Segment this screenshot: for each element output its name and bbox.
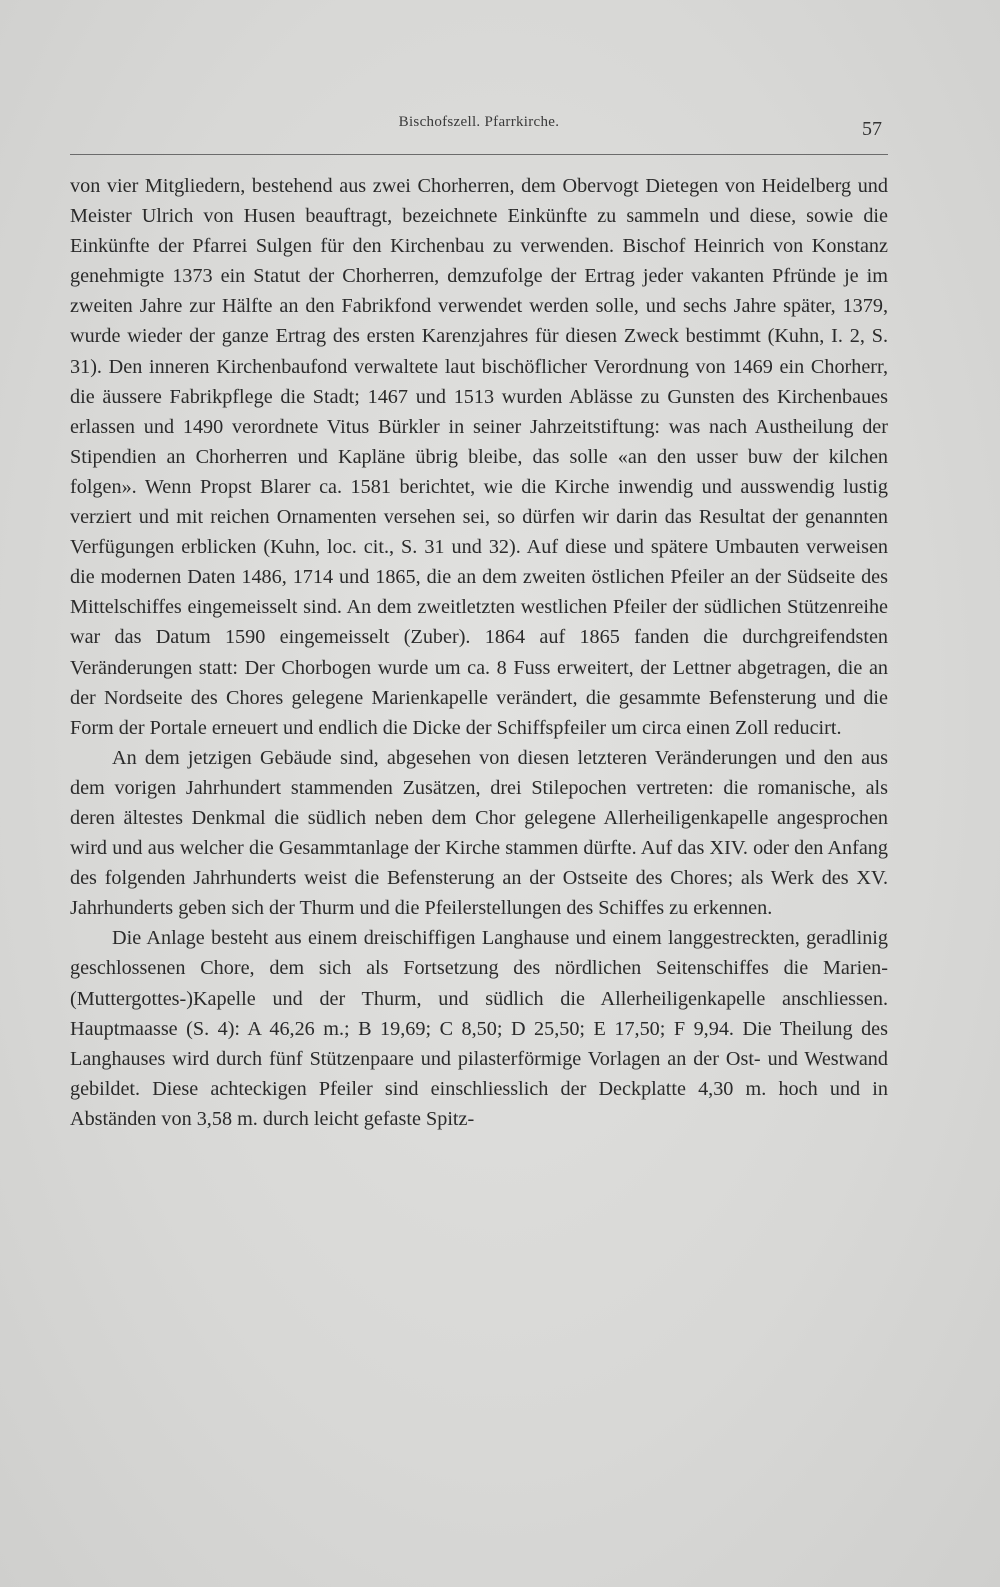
paragraph-3: Die Anlage besteht aus einem dreischiffigen Langhause und einem langgestreckten, geradlinig geschlossenen Chore, dem sich als Fortsetzung des nördlichen Seitenschiffes die Marien-(Muttergottes-)Kapelle und der Thurm, und südlich die Allerheiligenkapelle anschliessen. Hauptmaasse (S. 4): A 46,26 m.; B 19,69; C 8,50; D 25,50; E 17,50; F 9,94. Die Theilung des Langhauses wird durch fünf Stützenpaare und pilasterförmige Vorlagen an der Ost- und Westwand gebildet. Diese achteckigen Pfeiler sind einschliesslich der Deckplatte 4,30 m. hoch und in Abständen von 3,58 m. durch leicht gefaste Spitz- xyxy=(70,927,888,1130)
running-head: Bischofszell. Pfarrkirche. xyxy=(398,114,560,130)
page-header xyxy=(70,108,888,155)
body-text xyxy=(70,171,888,1134)
paragraph-1: von vier Mitgliedern, bestehend aus zwei Chorherren, dem Obervogt Dietegen von Heidelberg und Meister Ulrich von Husen beauftragt, bezeichnete Einkünfte zu sammeln und diese, sowie die Einkünfte der Pfarrei Sulgen für den Kirchenbau zu verwenden. Bischof Heinrich von Konstanz genehmigte 1373 ein Statut der Chorherren, demzufolge der Ertrag jeder vakanten Pfründe je im zweiten Jahre zur Hälfte an den Fabrikfond verwendet werden solle, und sechs Jahre später, 1379, wurde wieder der ganze Ertrag des ersten Karenzjahres für diesen Zweck bestimmt (Kuhn, I. 2, S. 31). Den inneren Kirchenbaufond verwaltete laut bischöflicher Verordnung von 1469 ein Chorherr, die äussere Fabrikpflege die Stadt; 1467 und 1513 wurden Ablässe zu Gunsten des Kirchenbaues erlassen und 1490 verordnete Vitus Bürkler in seiner Jahrzeitstiftung: was nach Austheilung der Stipendien an Chorherren und Kapläne übrig bleibe, das solle «an den usser buw der kilchen folgen». Wenn Propst Blarer ca. 1581 berichtet, wie die Kirche inwendig und ausswendig lustig verziert und mit reichen Ornamenten versehen sei, so dürfen wir darin das Resultat der genannten Verfügungen erblicken (Kuhn, loc. cit., S. 31 und 32). Auf diese und spätere Umbauten verweisen die modernen Daten 1486, 1714 und 1865, die an dem zweiten östlichen Pfeiler an der Südseite des Mittelschiffes eingemeisselt sind. An dem zweitletzten westlichen Pfeiler der südlichen Stützenreihe war das Datum 1590 eingemeisselt (Zuber). 1864 auf 1865 fanden die durchgreifendsten Veränderungen statt: Der Chorbogen wurde um ca. 8 Fuss erweitert, der Lettner abgetragen, die an der Nordseite des Chores gelegene Marienkapelle verändert, die gesammte Befensterung und die Form der Portale erneuert und endlich die Dicke der Schiffspfeiler um circa einen Zoll reducirt. xyxy=(70,175,888,739)
paragraph-2: An dem jetzigen Gebäude sind, abgesehen von diesen letzteren Veränderungen und den aus dem vorigen Jahrhundert stammenden Zusätzen, drei Stilepochen vertreten: die romanische, als deren ältestes Denkmal die südlich neben dem Chor gelegene Allerheiligenkapelle angesprochen wird und aus welcher die Gesammtanlage der Kirche stammen dürfte. Auf das XIV. oder den Anfang des folgenden Jahrhunderts weist die Befensterung an der Ostseite des Chores; als Werk des XV. Jahrhunderts geben sich der Thurm und die Pfeilerstellungen des Schiffes zu erkennen. xyxy=(70,746,888,920)
page-number: 57 xyxy=(862,118,882,140)
